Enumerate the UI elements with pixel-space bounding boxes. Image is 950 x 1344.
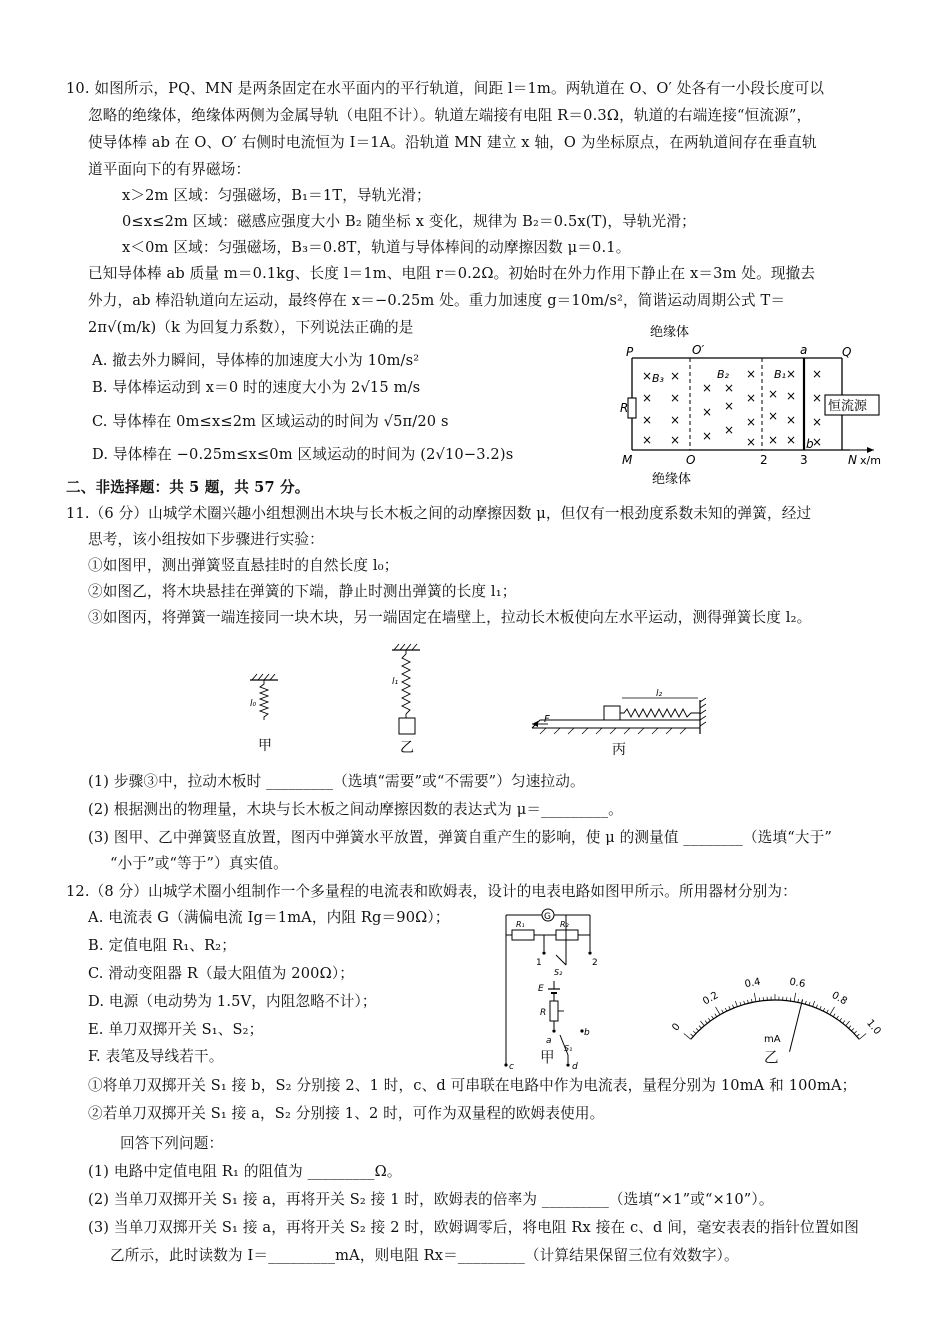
svg-text:×: × xyxy=(670,433,681,447)
meter-tick xyxy=(846,1021,850,1026)
q10-line-4: 道平面向下的有界磁场： xyxy=(88,161,251,178)
meter-tick xyxy=(833,1014,835,1017)
meter-unit: mA xyxy=(764,1034,781,1045)
tick-2: 2 xyxy=(760,453,768,467)
svg-text:×: × xyxy=(812,435,823,449)
q10-region-2: 0≤x≤2m 区域：磁感应强度大小 B₂ 随坐标 x 变化，规律为 B₂＝0.5x(T)，导轨光滑； xyxy=(122,213,696,230)
meter-tick xyxy=(840,1018,842,1021)
label-n2: 2 xyxy=(592,958,598,968)
label-g: G xyxy=(544,912,551,922)
svg-text:×: × xyxy=(812,391,823,405)
meter-tick-label: 0 xyxy=(670,1021,683,1034)
label-b3: B₃ xyxy=(652,372,664,385)
label-sb: b xyxy=(584,1028,590,1038)
spring-figures xyxy=(240,640,720,760)
circuit-figure xyxy=(496,905,616,1075)
q11-question-2: (2) 根据测出的物理量，木块与长木板之间动摩擦因数的表达式为 μ＝_________。 xyxy=(88,801,623,818)
resistor-r xyxy=(628,398,636,418)
block-yi xyxy=(399,718,415,734)
meter-tick xyxy=(732,1005,733,1008)
meter-tick xyxy=(816,1005,817,1008)
section-2-title: 二、非选择题：共 5 题，共 57 分。 xyxy=(66,479,310,496)
rheostat-r xyxy=(550,1001,558,1021)
svg-text:×: × xyxy=(786,367,797,381)
svg-text:×: × xyxy=(786,413,797,427)
tick-3: 3 xyxy=(800,453,808,467)
insulator-bottom-label: 绝缘体 xyxy=(652,472,692,487)
q12-line-1: 12.（8 分）山城学术圈小组制作一个多量程的电流表和欧姆表，设计的电表电路如图甲所示。所用器材分别为： xyxy=(66,883,797,900)
svg-text:×: × xyxy=(768,409,779,423)
q11-question-3: (3) 图甲、乙中弹簧竖直放置，图丙中弹簧水平放置，弹簧自重产生的影响，使 μ 的测量值 ________（选填“大于” xyxy=(88,829,832,846)
q10-option-a: A. 撤去外力瞬间，导体棒的加速度大小为 10m/s² xyxy=(92,352,420,369)
q11-line-1: 11.（6 分）山城学术圈兴趣小组想测出木块与长木板之间的动摩擦因数 μ，但仅有一根劲度系数未知的弹簧，经过 xyxy=(66,505,812,522)
label-l2: l₂ xyxy=(656,689,663,699)
label-n1: 1 xyxy=(536,958,542,968)
meter-tick xyxy=(813,1001,815,1007)
spring-jia xyxy=(260,680,268,720)
svg-text:×: × xyxy=(812,367,823,381)
label-q: Q xyxy=(842,345,852,359)
meter-tick xyxy=(859,1034,866,1040)
label-a: a xyxy=(800,343,808,357)
meter-tick xyxy=(699,1026,701,1029)
label-c: c xyxy=(509,1062,514,1072)
meter-tick xyxy=(708,1018,710,1021)
q12-step-1: ①将单刀双掷开关 S₁ 接 b，S₂ 分别接 2、1 时，c、d 可串联在电路中作为电流表，量程分别为 10mA 和 100mA； xyxy=(88,1077,857,1094)
svg-text:×: × xyxy=(746,415,757,429)
svg-text:×: × xyxy=(724,381,735,395)
svg-text:×: × xyxy=(670,413,681,427)
label-f: F xyxy=(544,714,550,725)
meter-tick xyxy=(857,1034,860,1036)
svg-text:×: × xyxy=(642,433,653,447)
label-sa: a xyxy=(546,1036,552,1046)
meter-tick xyxy=(740,1002,741,1005)
meter-tick xyxy=(735,1001,737,1007)
meter-tick xyxy=(705,1021,707,1024)
q12-material-e: E. 单刀双掷开关 S₁、S₂； xyxy=(88,1021,264,1038)
meter-tick xyxy=(827,1010,829,1013)
q10-option-b: B. 导体棒运动到 x＝0 时的速度大小为 2√15 m/s xyxy=(92,379,421,396)
meter-tick xyxy=(715,1014,717,1017)
label-r2: R₂ xyxy=(560,920,569,929)
label-e: E xyxy=(538,984,544,994)
field-crosses xyxy=(642,367,822,449)
q10-line-2: 忽略的绝缘体，绝缘体两侧为金属导轨（电阻不计）。轨道左端接有电阻 R＝0.3Ω，轨道的右端连接“恒流源”， xyxy=(88,107,812,124)
label-bing: 丙 xyxy=(612,742,626,758)
label-b1: B₁ xyxy=(774,368,786,381)
meter-tick xyxy=(820,1006,821,1009)
circuit-caption: 甲 xyxy=(540,1049,555,1066)
meter-tick xyxy=(809,1002,810,1005)
q12-material-b: B. 定值电阻 R₁、R₂； xyxy=(88,937,236,954)
rail-figure xyxy=(612,320,912,488)
q10-cond-3: 2π√(m/k)（k 为回复力系数），下列说法正确的是 xyxy=(88,319,414,336)
svg-text:×: × xyxy=(724,423,735,437)
meter-tick-label: 0.4 xyxy=(743,976,762,991)
q12-step-2: ②若单刀双掷开关 S₁ 接 a，S₂ 分别接 1、2 时，可作为双量程的欧姆表使用。 xyxy=(88,1105,605,1122)
q12-material-c: C. 滑动变阻器 R（最大阻值为 200Ω）； xyxy=(88,965,355,982)
meter-tick xyxy=(854,1031,857,1033)
label-n: N xyxy=(848,453,857,467)
q12-material-d: D. 电源（电动势为 1.5V，内阻忽略不计）； xyxy=(88,993,377,1010)
label-d: d xyxy=(572,1062,578,1072)
label-s1: S₁ xyxy=(564,1044,573,1053)
meter-needle xyxy=(790,999,803,1051)
label-rheo: R xyxy=(540,1008,547,1018)
label-o: O xyxy=(686,453,696,467)
label-p: P xyxy=(626,345,634,359)
meter-tick-label: 0.2 xyxy=(701,989,721,1008)
resistor-r2 xyxy=(556,930,578,940)
svg-text:×: × xyxy=(702,381,713,395)
svg-text:×: × xyxy=(702,405,713,419)
meter-tick xyxy=(696,1028,698,1031)
label-b2: B₂ xyxy=(717,368,729,381)
meter-tick xyxy=(722,1010,724,1013)
q11-question-1: (1) 步骤③中，拉动木板时 _________（选填“需要”或“不需要”）匀速拉动。 xyxy=(88,773,585,790)
q11-step-2: ②如图乙，将木块悬挂在弹簧的下端，静止时测出弹簧的长度 l₁； xyxy=(88,583,517,600)
label-yi: 乙 xyxy=(400,740,414,756)
label-l0: l₀ xyxy=(250,699,257,709)
current-source-label: 恒流源 xyxy=(828,399,868,414)
meter-tick xyxy=(729,1006,730,1009)
svg-text:×: × xyxy=(746,391,757,405)
svg-text:×: × xyxy=(702,429,713,443)
svg-text:×: × xyxy=(768,387,779,401)
svg-text:×: × xyxy=(746,435,757,449)
label-m: M xyxy=(622,453,633,467)
svg-text:×: × xyxy=(642,413,653,427)
q11-step-3: ③如图丙，将弹簧一端连接同一块木块，另一端固定在墙壁上，拉动长木板使向左水平运动，测得弹簧长度 l₂。 xyxy=(88,609,812,626)
svg-text:×: × xyxy=(670,369,681,383)
spring-yi xyxy=(402,650,410,718)
q10-option-d: D. 导体棒在 −0.25m≤x≤0m 区域运动的时间为 (2√10−3.2)s xyxy=(92,446,514,463)
label-o-prime: O′ xyxy=(692,343,705,357)
spring-bing xyxy=(620,709,700,717)
insulator-top-label: 绝缘体 xyxy=(650,325,690,340)
meter-tick xyxy=(684,1034,691,1040)
meter-tick xyxy=(794,993,796,1002)
svg-text:×: × xyxy=(724,399,735,413)
meter-caption: 乙 xyxy=(764,1049,779,1066)
q10-region-3: x＜0m 区域：匀强磁场，B₃＝0.8T，轨道与导体棒间的动摩擦因数 μ＝0.1。 xyxy=(122,239,631,256)
q11-line-2: 思考，该小组按如下步骤进行实验： xyxy=(88,531,324,548)
q10-option-c: C. 导体棒在 0m≤x≤2m 区域运动的时间为 √5π/20 s xyxy=(92,413,449,430)
meter-tick xyxy=(700,1021,704,1026)
meter-tick xyxy=(837,1016,839,1019)
meter-tick xyxy=(716,1007,721,1015)
meter-tick xyxy=(725,1008,727,1011)
q11-step-1: ①如图甲，测出弹簧竖直悬挂时的自然长度 l₀； xyxy=(88,557,399,574)
meter-tick-label: 1.0 xyxy=(864,1017,883,1038)
meter-tick-label: 0.8 xyxy=(829,989,849,1008)
label-l1: l₁ xyxy=(392,677,399,687)
q12-question-3b: 乙所示，此时读数为 I＝_________mA，则电阻 Rx＝_________（计算结果保留三位有效数字）。 xyxy=(110,1247,739,1264)
q10-region-1: x＞2m 区域：匀强磁场，B₁＝1T，导轨光滑； xyxy=(122,187,431,204)
label-r: R xyxy=(620,401,629,415)
q12-material-f: F. 表笔及导线若干。 xyxy=(88,1048,224,1065)
meter-tick xyxy=(693,1031,696,1033)
meter-tick xyxy=(754,993,756,1002)
svg-text:×: × xyxy=(642,391,653,405)
svg-text:×: × xyxy=(746,367,757,381)
meter-tick xyxy=(712,1016,714,1019)
meter-tick xyxy=(830,1007,835,1015)
meter-tick xyxy=(843,1021,845,1024)
svg-text:×: × xyxy=(642,369,653,383)
x-axis-arrow xyxy=(867,447,874,453)
q10-cond-1: 已知导体棒 ab 质量 m＝0.1kg、长度 l＝1m、电阻 r＝0.2Ω。初始时在外力作用下静止在 x＝3m 处。现撤去 xyxy=(88,265,816,282)
svg-text:×: × xyxy=(768,433,779,447)
meter-tick-label: 0.6 xyxy=(788,976,807,991)
svg-text:×: × xyxy=(670,391,681,405)
q12-material-a: A. 电流表 G（满偏电流 Ig＝1mA，内阻 Rg＝90Ω）； xyxy=(88,909,450,926)
resistor-r1 xyxy=(512,930,534,940)
svg-text:×: × xyxy=(786,389,797,403)
q11-question-3b: “小于”或“等于”）真实值。 xyxy=(110,855,288,872)
label-jia: 甲 xyxy=(258,738,272,754)
q12-question-3: (3) 当单刀双掷开关 S₁ 接 a，再将开关 S₂ 接 2 时，欧姆调零后，将电阻 Rx 接在 c、d 间，毫安表表的指针位置如图 xyxy=(88,1219,860,1236)
label-r1: R₁ xyxy=(516,920,525,929)
meter-tick xyxy=(691,1034,694,1036)
q12-prompt: 回答下列问题： xyxy=(120,1135,224,1152)
meter-tick xyxy=(849,1026,851,1029)
q12-question-2: (2) 当单刀双掷开关 S₁ 接 a，再将开关 S₂ 接 1 时，欧姆表的倍率为 _________（选填“×1”或“×10”）。 xyxy=(88,1191,774,1208)
q10-line-3: 使导体棒 ab 在 O、O′ 右侧时电流恒为 I＝1A。沿轨道 MN 建立 x 轴，O 为坐标原点，在两轨道间存在垂直轨 xyxy=(88,134,817,151)
q10-cond-2: 外力，ab 棒沿轨道向左运动，最终停在 x＝−0.25m 处。重力加速度 g＝10m/s²，简谐运动周期公式 T＝ xyxy=(88,292,786,309)
meter-tick xyxy=(748,1000,749,1003)
meter-tick xyxy=(805,1001,806,1004)
label-b: b xyxy=(806,437,814,451)
meter-tick xyxy=(823,1008,825,1011)
meter-tick xyxy=(744,1001,745,1004)
label-s2: S₂ xyxy=(554,968,563,977)
meter-tick xyxy=(851,1028,853,1031)
block-bing xyxy=(604,706,620,720)
q10-line-1: 10. 如图所示，PQ、MN 是两条固定在水平面内的平行轨道，间距 l＝1m。两轨道在 O、O′ 处各有一小段长度可以 xyxy=(66,80,825,97)
svg-text:×: × xyxy=(786,433,797,447)
axis-label: x/m xyxy=(860,454,881,467)
svg-text:×: × xyxy=(812,415,823,429)
q12-question-1: (1) 电路中定值电阻 R₁ 的阻值为 _________Ω。 xyxy=(88,1163,402,1180)
